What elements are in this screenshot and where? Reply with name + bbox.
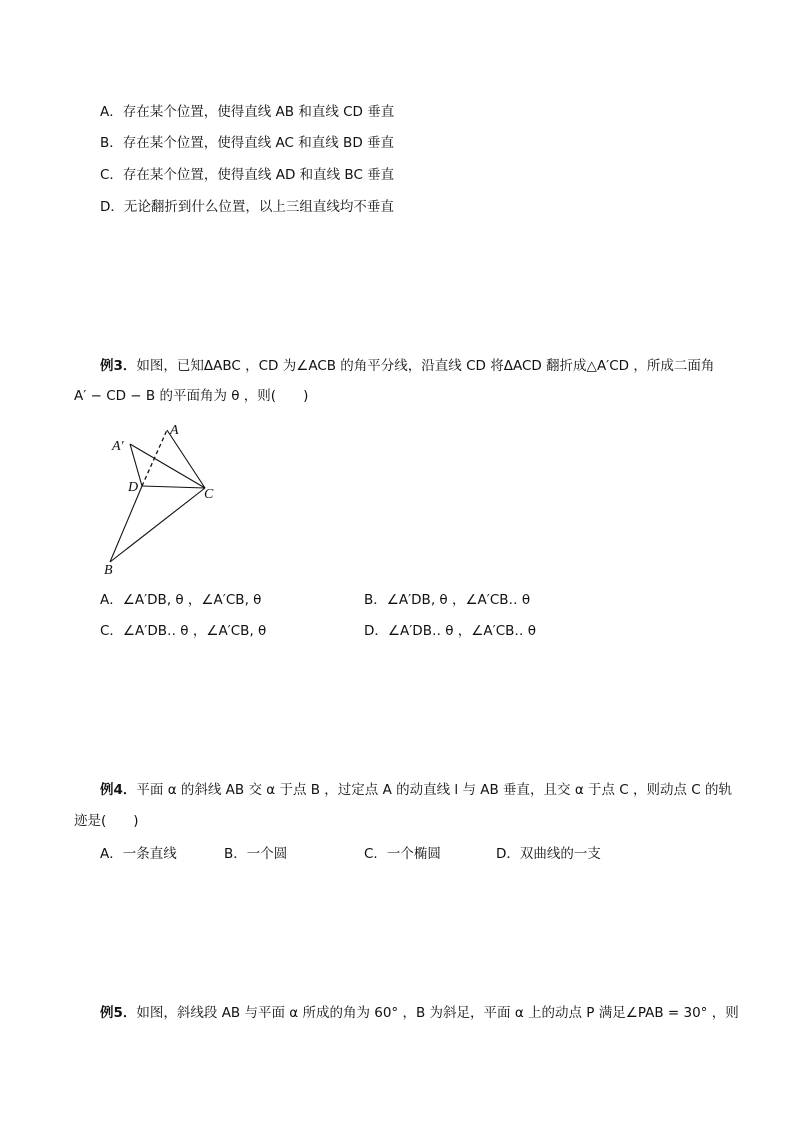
label-a: A [170,423,179,438]
segment-bc [110,488,205,562]
ex4-option-d: D．双曲线的一支 [496,846,601,862]
ex4-label: 例4． [100,782,137,798]
ex3-option-a: A．∠A′DB‚ θ ，∠A′CB‚ θ [100,592,262,608]
ex3-label: 例3． [100,358,137,374]
ex3-option-b: B．∠A′DB‚ θ ，∠A′CB‥ θ [364,592,531,608]
ex3-option-d: D．∠A′DB‥ θ ，∠A′CB‥ θ [364,623,536,639]
ex4-stem-line2: 迹是( ) [74,813,139,829]
segment-dc [142,486,205,488]
segment-ac [167,430,205,488]
q2-option-d: D．无论翻折到什么位置，以上三组直线均不垂直 [100,199,394,215]
ex4-option-c: C．一个椭圆 [364,846,441,862]
q2-option-b: B．存在某个位置，使得直线 AC 和直线 BD 垂直 [100,135,395,151]
ex4-stem-text1: 平面 α 的斜线 AB 交 α 于点 B ，过定点 A 的动直线 l 与 AB 垂直，且交 α 于点 C ，则动点 C 的轨 [136,782,733,798]
label-b: B [104,563,113,578]
ex5-stem-text1: 如图，斜线段 AB 与平面 α 所成的角为 60° ，B 为斜足，平面 α 上的动点 P 满足∠PAB = 30° ，则 [136,1005,739,1021]
label-c: C [204,487,214,502]
ex4-option-a: A．一条直线 [100,846,177,862]
q2-option-c: C．存在某个位置，使得直线 AD 和直线 BC 垂直 [100,167,395,183]
ex4-option-b: B．一个圆 [224,846,288,862]
ex3-stem-text1: 如图，已知ΔABC ，CD 为∠ACB 的角平分线，沿直线 CD 将ΔACD 翻折成△A′CD ，所成二面角 [136,358,715,374]
ex5-label: 例5． [100,1005,137,1021]
ex3-stem-line1 [100,356,714,376]
ex3-option-c: C．∠A′DB‥ θ ，∠A′CB‚ θ [100,623,267,639]
ex4-stem-line1 [100,780,732,800]
segment-bd [110,486,142,562]
label-a-prime: A′ [112,439,124,454]
label-d: D [128,480,139,495]
ex3-triangle-figure [100,420,230,580]
ex5-stem-line1 [100,1003,739,1023]
segment-ad-dashed [142,430,167,486]
q2-option-a: A．存在某个位置，使得直线 AB 和直线 CD 垂直 [100,104,395,120]
ex3-stem-line2: A′ − CD − B 的平面角为 θ ，则( ) [74,388,309,404]
